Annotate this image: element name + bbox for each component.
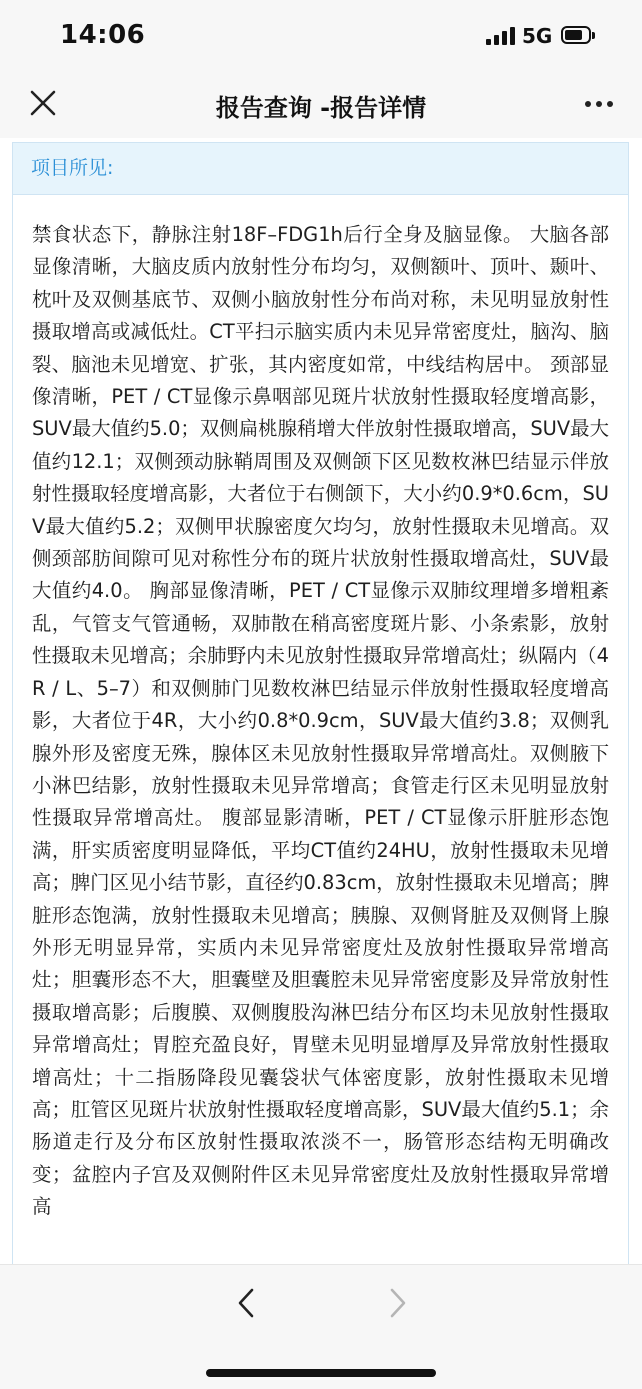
findings-text: 禁食状态下，静脉注射18F–FDG1h后行全身及脑显像。 大脑各部显像清晰，大脑皮质内放射性分布均匀，双侧额叶、顶叶、颞叶、枕叶及双侧基底节、双侧小脑放射性分布尚对称，未见明显放射性摄取增高或减低灶。CT平扫示脑实质内未见异常密度灶，脑沟、脑裂、脑池未见增宽、扩张，其内密度如常，中线结构居中。 颈部显像清晰，PET / CT显像示鼻咽部见斑片状放射性摄取轻度增高影，SUV最大值约5.0；双侧扁桃腺稍增大伴放射性摄取增高，SUV最大值约12.1；双侧颈动脉鞘周围及双侧颌下区见数枚淋巴结显示伴放射性摄取轻度增高影，大者位于右侧颌下，大小约0.9*0.6cm，SUV最大值约5.2；双侧甲状腺密度欠均匀，放射性摄取未见增高。双侧颈部肪间隙可见对称性分布的斑片状放射性摄取增高灶，SUV最大值约4.0。 胸部显像清晰，PET / CT显像示双肺纹理增多增粗紊乱，气管支气管通畅，双肺散在稍高密度斑片影、小条索影，放射性摄取未见增高；余肺野内未见放射性摄取异常增高灶；纵隔内（4R / L、5–7）和双侧肺门见数枚淋巴结显示伴放射性摄取轻度增高影，大者位于4R，大小约0.8*0.9cm，SUV最大值约3.8；双侧乳腺外形及密度无殊，腺体区未见放射性摄取异常增高灶。双侧腋下小淋巴结影，放射性摄取未见异常增高；食管走行区未见明显放射性摄取异常增高灶。 腹部显影清晰，PET / CT显像示肝脏形态饱满，肝实质密度明显降低，平均CT值约24HU，放射性摄取未见增高；脾门区见小结节影，直径约0.83cm，放射性摄取未见增高；脾脏形态饱满，放射性摄取未见增高；胰腺、双侧肾脏及双侧肾上腺外形无明显异常，实质内未见异常密度灶及放射性摄取异常增高灶；胆囊形态不大，胆囊壁及胆囊腔未见异常密度影及异常放射性摄取增高影；后腹膜、双侧腹股沟淋巴结分布区均未见放射性摄取异常增高灶；胃腔充盈良好，胃壁未见明显增厚及异常放射性摄取增高灶；十二指肠降段见囊袋状气体密度影，放射性摄取未见增高；肛管区见斑片状放射性摄取轻度增高影，SUV最大值约5.1；余肠道走行及分布区放射性摄取浓淡不一，肠管形态结构无明确改变；盆腔内子宫及双侧附件区未见异常密度灶及放射性摄取异常增高 [32, 223, 609, 1219]
back-button[interactable] [232, 1285, 260, 1321]
status-bar [0, 0, 642, 72]
nav-bar [0, 72, 642, 138]
report-page[interactable] [0, 138, 642, 1264]
battery-icon [561, 26, 595, 46]
chevron-right-icon [384, 1285, 412, 1321]
page-title: 报告查询 -报告详情 [215, 94, 427, 122]
forward-button[interactable] [384, 1285, 412, 1321]
home-indicator[interactable] [206, 1369, 436, 1377]
findings-header: 项目所见: [13, 143, 628, 195]
more-button[interactable] [582, 90, 616, 118]
signal-icon [486, 27, 516, 45]
more-icon [582, 90, 616, 118]
chevron-left-icon [232, 1285, 260, 1321]
browser-toolbar [0, 1264, 642, 1389]
status-time: 14:06 [60, 20, 146, 50]
network-label: 5G [522, 24, 553, 48]
findings-card [12, 142, 629, 1282]
